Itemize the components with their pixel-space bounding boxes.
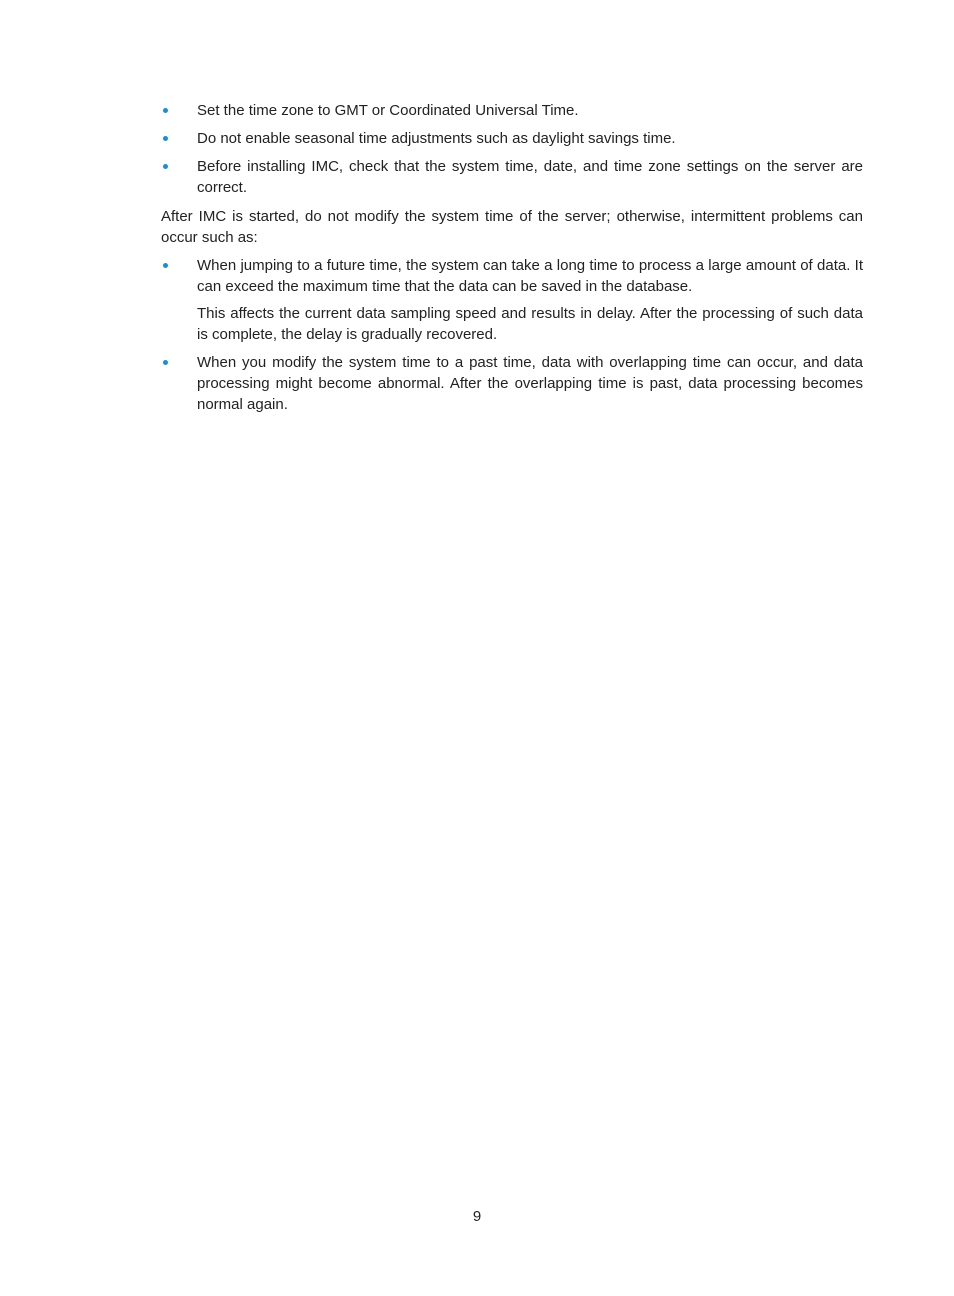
list-item xyxy=(161,352,863,415)
page-number: 9 xyxy=(472,1208,482,1225)
bullet-icon xyxy=(163,263,168,268)
page-content xyxy=(161,100,863,422)
list-item-text: Set the time zone to GMT or Coordinated Universal Time. xyxy=(197,102,579,119)
list-item-text: Do not enable seasonal time adjustments such as daylight savings time. xyxy=(197,130,676,147)
bullet-icon xyxy=(163,136,168,141)
list-item-text: When you modify the system time to a past time, data with overlapping time can occur, and data processing might become abnormal. After the overlapping time is past, data processing becomes normal again. xyxy=(197,354,863,413)
list-item-text: Before installing IMC, check that the system time, date, and time zone settings on the server are correct. xyxy=(197,158,863,196)
time-settings-list xyxy=(161,100,863,198)
list-item-text: When jumping to a future time, the system can take a long time to process a large amount of data. It can exceed the maximum time that the data can be saved in the database. xyxy=(197,257,863,295)
body-paragraph: After IMC is started, do not modify the system time of the server; otherwise, intermittent problems can occur such as: xyxy=(161,208,863,246)
list-item xyxy=(161,255,863,345)
list-item xyxy=(161,156,863,198)
list-item xyxy=(161,128,863,149)
bullet-icon xyxy=(163,108,168,113)
bullet-icon xyxy=(163,360,168,365)
problems-list xyxy=(161,255,863,415)
list-item xyxy=(161,100,863,121)
list-item-subparagraph: This affects the current data sampling speed and results in delay. After the processing of such data is complete, the delay is gradually recovered. xyxy=(197,305,863,343)
bullet-icon xyxy=(163,164,168,169)
